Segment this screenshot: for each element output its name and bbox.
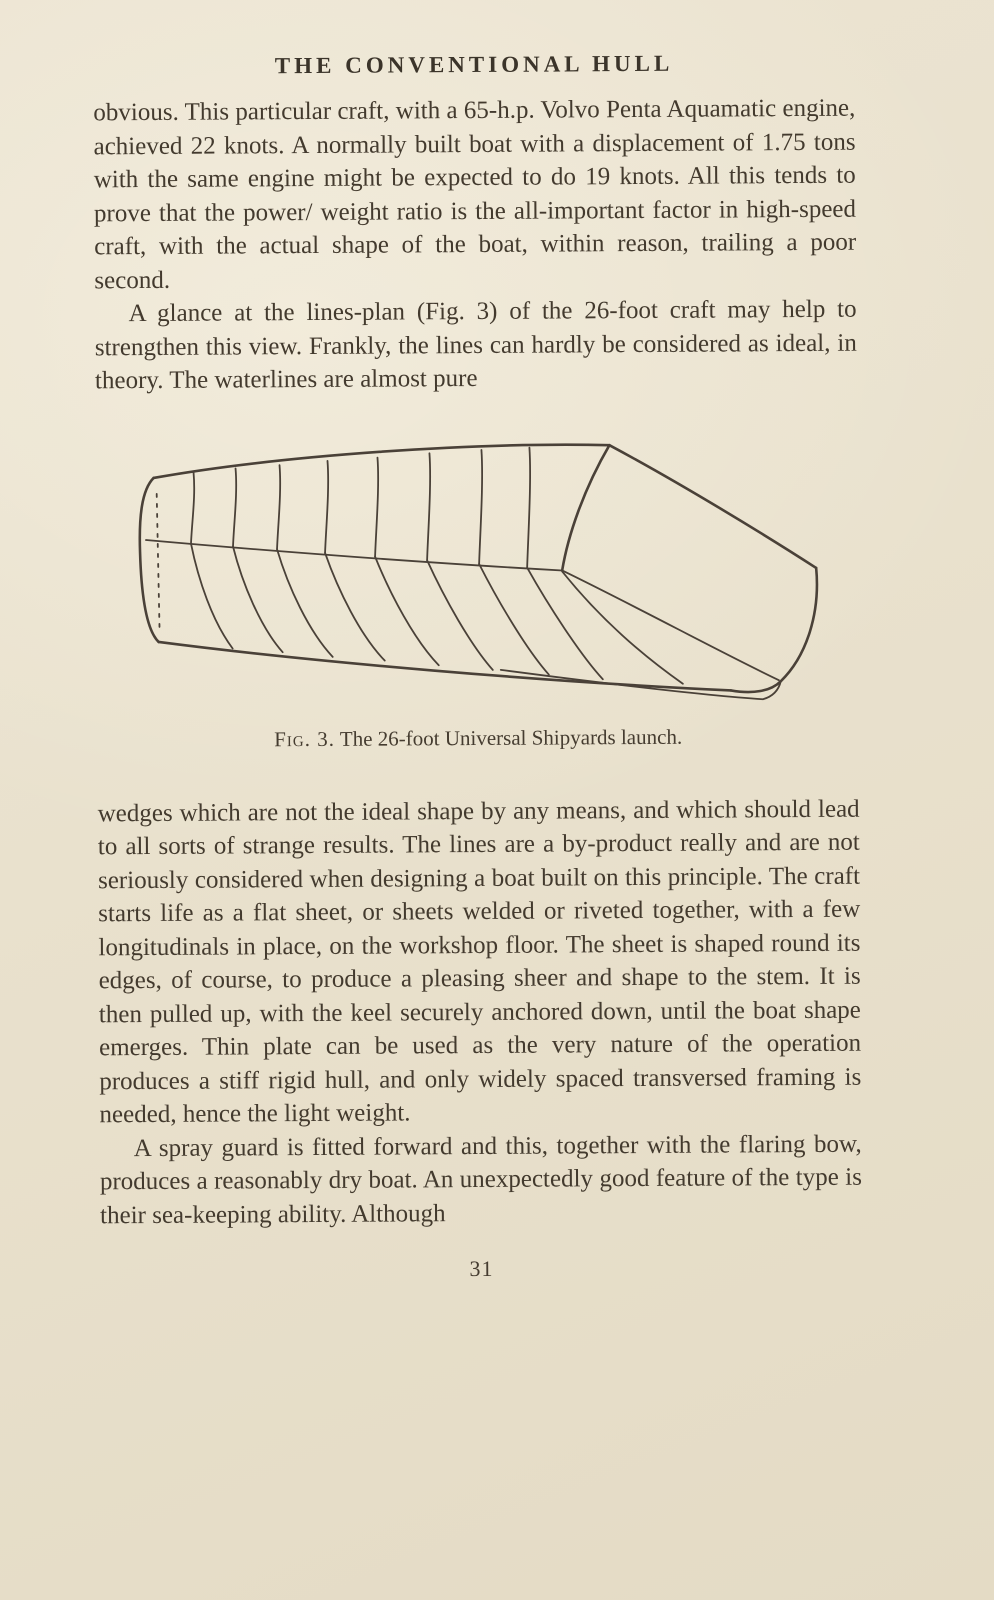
- page-content: [93, 50, 862, 1285]
- figure-caption: [97, 723, 859, 753]
- figure-caption-text: The 26-foot Universal Shipyards launch.: [334, 724, 683, 751]
- body-paragraph: wedges which are not the ideal shape by any means, and which should lead to all sorts of strange results. The lines are a by-product really and are not seriously considered when designing a boat built on this principle. The craft starts life as a flat sheet, or sheets welded or riveted together, with a few longitudinals in place, on the workshop floor. The sheet is shaped round its edges, of course, to produce a pleasing sheer and shape to the stem. It is then pulled up, with the keel securely anchored down, until the boat shape emerges. Thin plate can be used as the very nature of the operation produces a stiff rigid hull, and only widely spaced transversed framing is needed, hence the light weight.: [97, 795, 862, 1129]
- body-paragraph: A glance at the lines-plan (Fig. 3) of the 26-foot craft may help to strengthen this view. Frankly, the lines can hardly be considered as ideal, in theory. The waterlines are almost pure: [94, 295, 857, 395]
- body-paragraph: obvious. This particular craft, with a 65-h.p. Volvo Penta Aquamatic engine, achieved 22 knots. A normally built boat with a displacement of 1.75 tons with the same engine might be expected to do 19 knots. All this tends to prove that the power/ weight ratio is the all-important factor in high-speed craft, with the actual shape of the boat, within reason, trailing a poor second.: [93, 94, 857, 294]
- hull-lines-drawing: [131, 427, 823, 711]
- page-number: 31: [469, 1255, 494, 1282]
- body-paragraph: A spray guard is fitted forward and this, together with the flaring bow, produces a reasonably dry boat. An unexpectedly good feature of the type is their sea-keeping ability. Although: [99, 1130, 862, 1229]
- figure: [95, 427, 859, 753]
- running-header: THE CONVENTIONAL HULL: [274, 50, 674, 79]
- figure-caption-label: Fig. 3.: [274, 726, 336, 751]
